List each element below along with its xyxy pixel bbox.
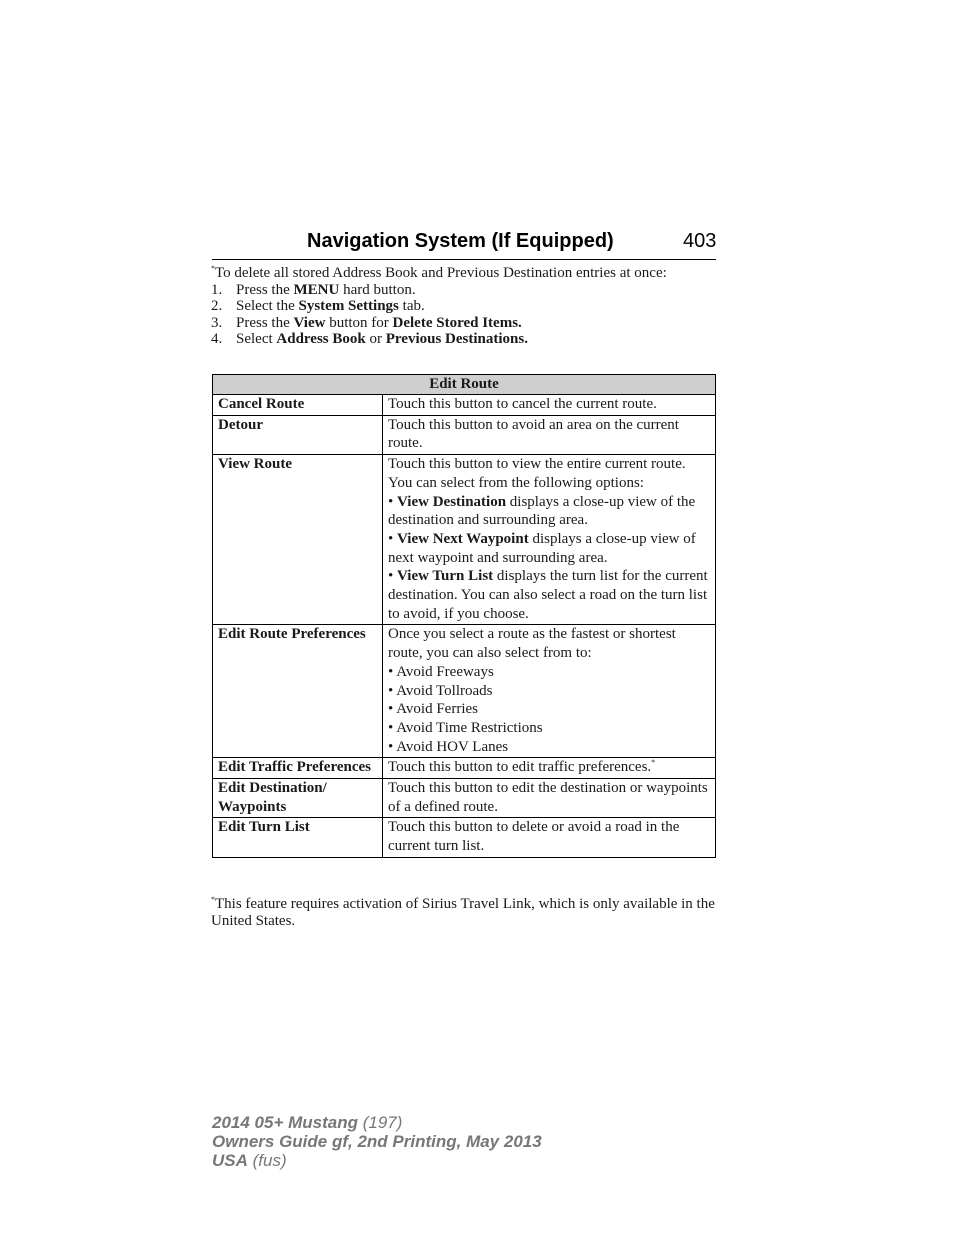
table-title: Edit Route bbox=[213, 375, 716, 395]
footnote-marker: * bbox=[211, 895, 215, 904]
row-description: Touch this button to edit traffic preferences.* bbox=[383, 758, 716, 779]
option-item: • View Turn List displays the turn list for the current destination. You can also select a road on the turn list to avoid, if you choose. bbox=[388, 568, 708, 622]
intro-paragraph bbox=[211, 265, 715, 282]
document-footer bbox=[212, 1113, 542, 1170]
footnote-text: This feature requires activation of Sirius Travel Link, which is only available in the United States. bbox=[211, 896, 715, 929]
table-row bbox=[213, 758, 716, 779]
row-description: Touch this button to edit the destination or waypoints of a defined route. bbox=[383, 779, 716, 818]
row-label: Edit Route Preferences bbox=[213, 625, 383, 758]
step-item: 4. Select Address Book or Previous Destinations. bbox=[211, 331, 528, 347]
step-item: 3. Press the View button for Delete Stored Items. bbox=[211, 314, 522, 331]
row-label: View Route bbox=[213, 455, 383, 625]
footnote-marker: * bbox=[651, 758, 656, 768]
option-item: • View Destination displays a close-up view of the destination and surrounding area. bbox=[388, 493, 696, 529]
table-row bbox=[213, 818, 716, 857]
option-item: • View Next Waypoint displays a close-up view of next waypoint and surrounding area. bbox=[388, 530, 696, 566]
table-row bbox=[213, 395, 716, 416]
table-row bbox=[213, 779, 716, 818]
table-row bbox=[213, 455, 716, 625]
step-item: 2. Select the System Settings tab. bbox=[211, 298, 425, 314]
row-label: Cancel Route bbox=[213, 395, 383, 416]
header-divider bbox=[212, 259, 716, 260]
bullet-item: • Avoid Freeways bbox=[388, 663, 494, 680]
footer-line: Owners Guide gf, 2nd Printing, May 2013 bbox=[212, 1132, 542, 1151]
bullet-item: • Avoid Ferries bbox=[388, 701, 478, 718]
row-label: Edit Turn List bbox=[213, 818, 383, 857]
page-number: 403 bbox=[683, 230, 717, 252]
row-label: Detour bbox=[213, 415, 383, 454]
footer-line: USA (fus) bbox=[212, 1151, 287, 1170]
footnote bbox=[211, 896, 715, 929]
table-row bbox=[213, 415, 716, 454]
intro-section bbox=[211, 265, 715, 348]
row-description: Touch this button to view the entire current route. You can select from the following options: • View Destination displays a close-up view of the destination and surrounding area. • View Next Waypoint displays a close-up view of next waypoint and surrounding area. • View Turn List displays the turn list for the current destination. You can also select a road on the turn list to avoid, if you choose. bbox=[383, 455, 716, 625]
row-description: Touch this button to avoid an area on the current route. bbox=[383, 415, 716, 454]
bullet-item: • Avoid Tollroads bbox=[388, 682, 493, 699]
steps-list bbox=[211, 282, 715, 348]
row-description: Touch this button to delete or avoid a road in the current turn list. bbox=[383, 818, 716, 857]
row-label: Edit Traffic Preferences bbox=[213, 758, 383, 779]
edit-route-table bbox=[212, 374, 716, 858]
footer-line: 2014 05+ Mustang (197) bbox=[212, 1113, 403, 1132]
table-row bbox=[213, 625, 716, 758]
row-description: Touch this button to cancel the current route. bbox=[383, 395, 716, 416]
page-title: Navigation System (If Equipped) bbox=[307, 230, 614, 252]
bullet-item: • Avoid HOV Lanes bbox=[388, 738, 509, 755]
step-item: 1. Press the MENU hard button. bbox=[211, 281, 416, 298]
row-description: Once you select a route as the fastest or shortest route, you can also select from to: • Avoid Freeways • Avoid Tollroads • Avoid Ferries • Avoid Time Restrictions • Avoid HOV Lanes bbox=[383, 625, 716, 758]
footnote-marker: * bbox=[211, 264, 215, 273]
bullet-item: • Avoid Time Restrictions bbox=[388, 719, 543, 736]
intro-text: To delete all stored Address Book and Previous Destination entries at once: bbox=[215, 265, 667, 281]
row-label: Edit Destination/ Waypoints bbox=[213, 779, 383, 818]
